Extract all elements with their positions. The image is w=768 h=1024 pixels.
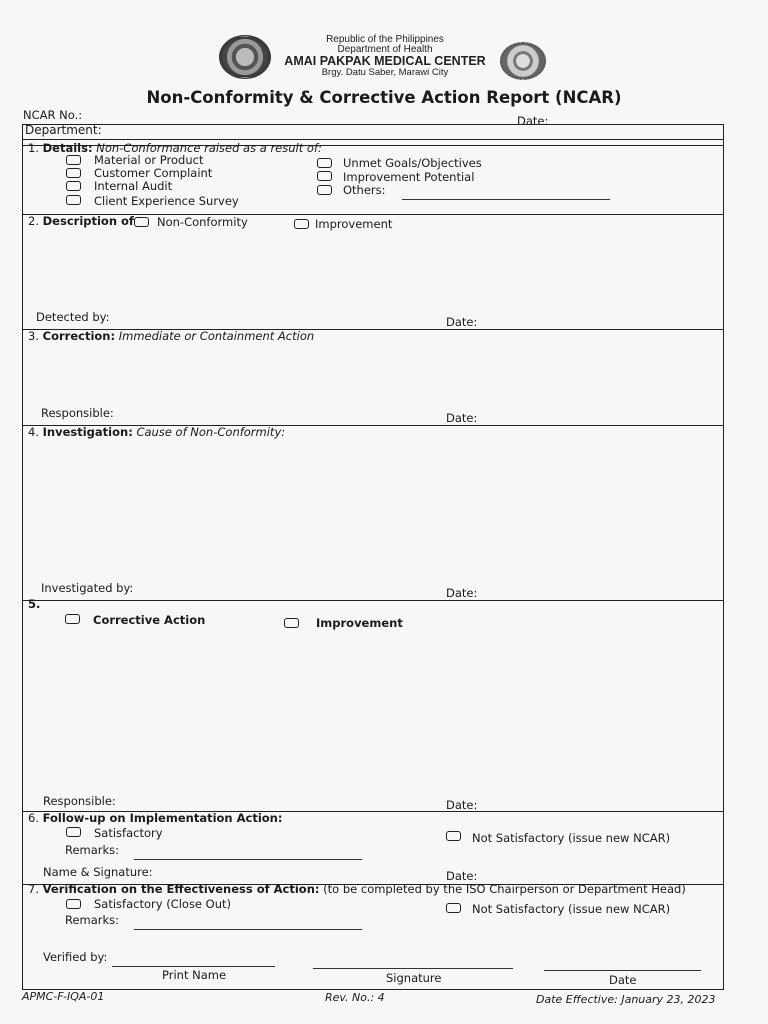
header-date-label: Date: — [517, 114, 549, 128]
checkbox-not-satisfactory-6[interactable] — [446, 831, 461, 841]
print-name-line[interactable] — [112, 966, 275, 967]
checkbox-material[interactable] — [66, 155, 81, 165]
header-department: Department of Health — [337, 44, 433, 55]
section-6-label: Follow-up on Implementation Action: — [42, 811, 283, 825]
responsible-5-label: Responsible: — [43, 794, 116, 808]
section-1-sub: Non-Conformance raised as a result of: — [96, 141, 322, 155]
section-5-number: 5. — [28, 597, 41, 611]
header-center-name: AMAI PAKPAK MEDICAL CENTER — [284, 54, 486, 68]
investigated-by-label: Investigated by: — [41, 581, 134, 595]
remarks-7-label: Remarks: — [65, 913, 120, 927]
section-2-date-label: Date: — [446, 315, 478, 329]
checkbox-corrective-action[interactable] — [65, 614, 80, 624]
section-7-number: 7. — [28, 882, 39, 896]
department-label: Department: — [25, 123, 102, 137]
section-6-date-label: Date: — [446, 869, 478, 883]
section-5-date-label: Date: — [446, 798, 478, 812]
section-1-number: 1. — [28, 141, 39, 155]
medical-center-seal-icon — [500, 42, 546, 80]
signature-label: Signature — [386, 971, 442, 985]
section-6-heading — [28, 811, 282, 825]
option-satisfactory-7: Satisfactory (Close Out) — [94, 897, 232, 911]
checkbox-customer-complaint[interactable] — [66, 168, 81, 178]
checkbox-improvement-potential[interactable] — [317, 171, 332, 181]
checkbox-improvement-5[interactable] — [284, 618, 299, 628]
checkbox-client-survey[interactable] — [66, 195, 81, 205]
option-client-survey: Client Experience Survey — [94, 194, 239, 208]
responsible-3-label: Responsible: — [41, 406, 114, 420]
option-unmet-goals: Unmet Goals/Objectives — [343, 156, 482, 170]
section-7-heading — [28, 882, 686, 896]
form-code: APMC-F-IQA-01 — [22, 990, 105, 1003]
option-material: Material or Product — [94, 153, 204, 167]
divider — [22, 139, 724, 140]
remarks-6-label: Remarks: — [65, 843, 120, 857]
checkbox-satisfactory-6[interactable] — [66, 827, 81, 837]
option-improvement-5: Improvement — [316, 616, 403, 630]
date-line[interactable] — [544, 970, 701, 971]
section-7-note: (to be completed by the ISO Chairperson or Department Head) — [323, 882, 686, 896]
option-corrective-action: Corrective Action — [93, 613, 206, 627]
remarks-6-line[interactable] — [134, 859, 362, 860]
checkbox-improvement-2[interactable] — [294, 219, 309, 229]
name-signature-label: Name & Signature: — [43, 865, 153, 879]
option-improvement-potential: Improvement Potential — [343, 170, 475, 184]
signature-line[interactable] — [313, 968, 513, 969]
option-not-satisfactory-6: Not Satisfactory (issue new NCAR) — [472, 831, 671, 845]
section-3-label: Correction: — [42, 329, 116, 343]
option-improvement-2: Improvement — [315, 217, 393, 231]
section-6-number: 6. — [28, 811, 39, 825]
revision-number: Rev. No.: 4 — [325, 991, 385, 1004]
option-customer-complaint: Customer Complaint — [94, 166, 213, 180]
checkbox-satisfactory-7[interactable] — [66, 899, 81, 909]
header-address: Brgy. Datu Saber, Marawi City — [321, 67, 449, 78]
header-republic: Republic of the Philippines — [326, 34, 444, 45]
section-4-label: Investigation: — [42, 425, 133, 439]
section-2-label: Description of — [42, 214, 134, 228]
verified-by-label: Verified by: — [43, 950, 108, 964]
ncar-no-label: NCAR No.: — [23, 108, 83, 122]
option-satisfactory-6: Satisfactory — [94, 826, 163, 840]
option-others: Others: — [343, 183, 386, 197]
section-2-heading — [28, 214, 134, 228]
print-name-label: Print Name — [162, 968, 227, 982]
option-internal-audit: Internal Audit — [94, 179, 173, 193]
divider — [22, 600, 724, 601]
option-non-conformity: Non-Conformity — [157, 215, 248, 229]
form-frame — [22, 124, 724, 990]
remarks-7-line[interactable] — [134, 929, 362, 930]
section-3-sub: Immediate or Containment Action — [118, 329, 315, 343]
section-1-label: Details: — [42, 141, 93, 155]
detected-by-label: Detected by: — [36, 310, 110, 324]
section-3-date-label: Date: — [446, 411, 478, 425]
checkbox-internal-audit[interactable] — [66, 181, 81, 191]
section-3-number: 3. — [28, 329, 39, 343]
section-7-label: Verification on the Effectiveness of Action: — [42, 882, 320, 896]
form-title: Non-Conformity & Corrective Action Report (NCAR) — [146, 88, 622, 107]
section-4-date-label: Date: — [446, 586, 478, 600]
checkbox-not-satisfactory-7[interactable] — [446, 903, 461, 913]
section-4-sub: Cause of Non-Conformity: — [136, 425, 286, 439]
section-2-number: 2. — [28, 214, 39, 228]
doh-seal-icon — [219, 35, 271, 79]
date-column-label: Date — [609, 973, 637, 987]
section-4-heading — [28, 425, 285, 439]
section-3-heading — [28, 329, 314, 343]
checkbox-non-conformity[interactable] — [134, 217, 149, 227]
date-effective: Date Effective: January 23, 2023 — [536, 993, 716, 1006]
checkbox-others[interactable] — [317, 185, 332, 195]
section-4-number: 4. — [28, 425, 39, 439]
option-not-satisfactory-7: Not Satisfactory (issue new NCAR) — [472, 902, 671, 916]
checkbox-unmet-goals[interactable] — [317, 158, 332, 168]
others-line[interactable] — [402, 199, 610, 200]
